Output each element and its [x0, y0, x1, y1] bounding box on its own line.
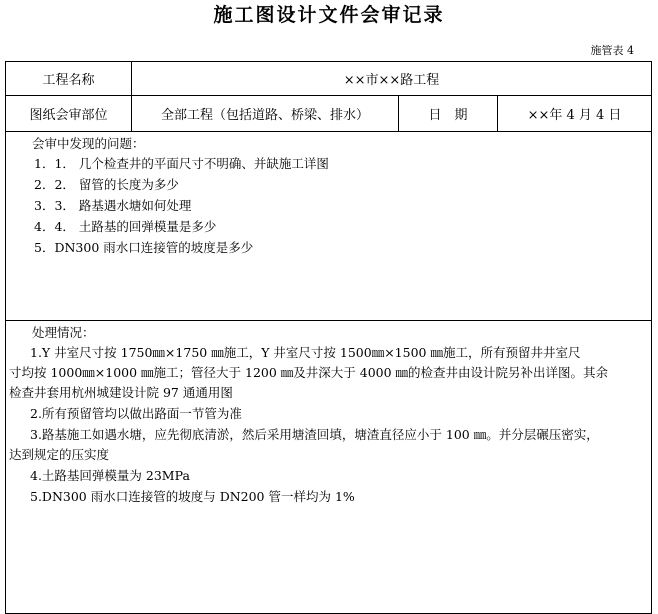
review-scope-value: 全部工程（包括道路、桥梁、排水）: [132, 96, 399, 131]
review-scope-row: [6, 96, 651, 132]
handling-heading: 处理情况：: [32, 325, 95, 340]
issue-item-2: 2．2． 留管的长度为多少: [34, 177, 179, 192]
handling-line-2: 寸均按 1000㎜×1000 ㎜施工；管径大于 1200 ㎜及井深大于 4000 ㎜的检查井由设计院另补出详图。其余: [9, 365, 609, 380]
handling-line-7: 4.土路基回弹模量为 23MPa: [30, 468, 190, 483]
handling-line-4: 2.所有预留管均以做出路面一节管为准: [30, 406, 242, 421]
project-name-value: ××市××路工程: [343, 73, 440, 88]
issues-heading: 会审中发现的问题：: [32, 136, 145, 151]
review-record-table: [5, 61, 652, 614]
handling-section: [6, 321, 651, 613]
handling-line-1: 1.Y 井室尺寸按 1750㎜×1750 ㎜施工，Y 井室尺寸按 1500㎜×1500 ㎜施工，所有预留井井室尺: [30, 345, 581, 360]
issues-section: [6, 132, 651, 321]
issue-item-4: 4．4． 土路基的回弹模量是多少: [34, 219, 217, 234]
handling-line-6: 达到规定的压实度: [9, 447, 110, 462]
date-value: ××年 4 月 4 日: [527, 108, 622, 123]
document-title: 施工图设计文件会审记录: [213, 4, 445, 26]
handling-line-5: 3.路基施工如遇水塘，应先彻底清淤，然后采用塘渣回填，塘渣直径应小于 100 ㎜。并分层碾压密实，: [30, 427, 599, 442]
handling-line-8: 5.DN300 雨水口连接管的坡度与 DN200 管一样均为 1%: [30, 489, 355, 504]
project-name-label: 工程名称: [6, 62, 132, 95]
issue-item-5: 5．DN300 雨水口连接管的坡度是多少: [34, 240, 254, 255]
issue-item-3: 3．3． 路基遇水塘如何处理: [34, 198, 192, 213]
date-label: 日 期: [399, 96, 498, 131]
project-row: [6, 62, 651, 96]
issue-item-1: 1．1． 几个检查井的平面尺寸不明确、并缺施工详图: [34, 156, 329, 171]
review-scope-label: 图纸会审部位: [6, 96, 132, 131]
handling-line-3: 检查井套用杭州城建设计院 97 通通用图: [9, 385, 233, 400]
form-number: 施管表 4: [590, 44, 634, 57]
